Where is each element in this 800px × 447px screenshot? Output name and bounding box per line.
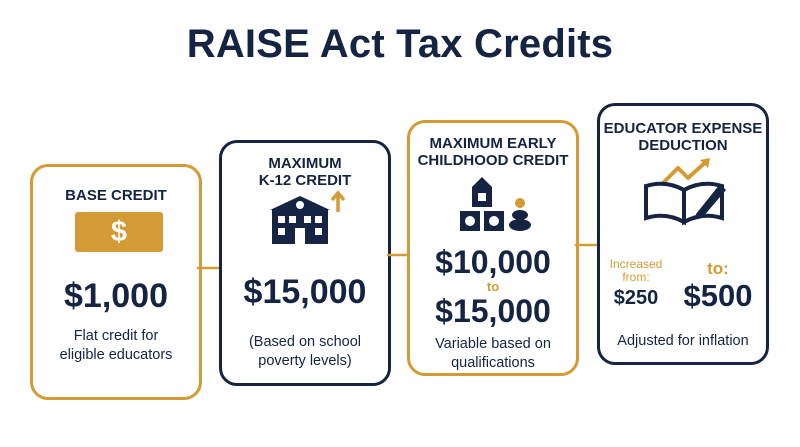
school-building-icon (262, 188, 354, 246)
dollar-sign: $ (110, 216, 128, 248)
card-amount-from: $10,000 (435, 244, 551, 280)
new-amount: $500 (683, 278, 753, 313)
description-line: qualifications (451, 355, 535, 371)
card-description: Adjusted for inflation (617, 333, 749, 349)
amount-connector: to (486, 279, 500, 294)
card-description (410, 335, 576, 373)
card-heading (222, 155, 388, 189)
card-heading: BASE CREDIT (65, 187, 167, 204)
early-childhood-credit-card (407, 120, 579, 376)
educator-expense-deduction-card (597, 103, 769, 365)
card-amount-to: $15,000 (435, 293, 551, 329)
k12-credit-card (219, 140, 391, 386)
description-line: poverty levels) (258, 353, 352, 369)
heading-line: MAXIMUM (268, 155, 342, 172)
description-line: (Based on school (248, 334, 362, 350)
book-growth-icon (640, 156, 732, 226)
label-line: Increased (609, 257, 663, 271)
to-label: to: (707, 259, 729, 278)
description-line: Variable based on (435, 336, 551, 352)
card-heading (410, 135, 576, 169)
old-amount: $250 (613, 287, 659, 309)
heading-line: CHILDHOOD CREDIT (417, 152, 569, 169)
card-description (33, 327, 199, 365)
increased-from-label (608, 258, 664, 284)
card-description (222, 333, 388, 371)
base-credit-card (30, 164, 202, 400)
description-line: eligible educators (59, 347, 173, 363)
heading-line: K-12 CREDIT (258, 172, 352, 189)
card-amount: $15,000 (243, 273, 367, 311)
label-line: from: (622, 270, 650, 284)
heading-line: MAXIMUM EARLY (429, 135, 557, 152)
card-amount: $1,000 (64, 277, 168, 315)
card-heading (600, 120, 766, 154)
page-title: RAISE Act Tax Credits (186, 22, 614, 66)
description-line: Flat credit for (73, 328, 159, 344)
dollar-bill-icon (75, 212, 163, 252)
toy-blocks-icon (454, 173, 544, 235)
heading-line: EDUCATOR EXPENSE (603, 120, 763, 137)
heading-line: DEDUCTION (638, 137, 728, 154)
